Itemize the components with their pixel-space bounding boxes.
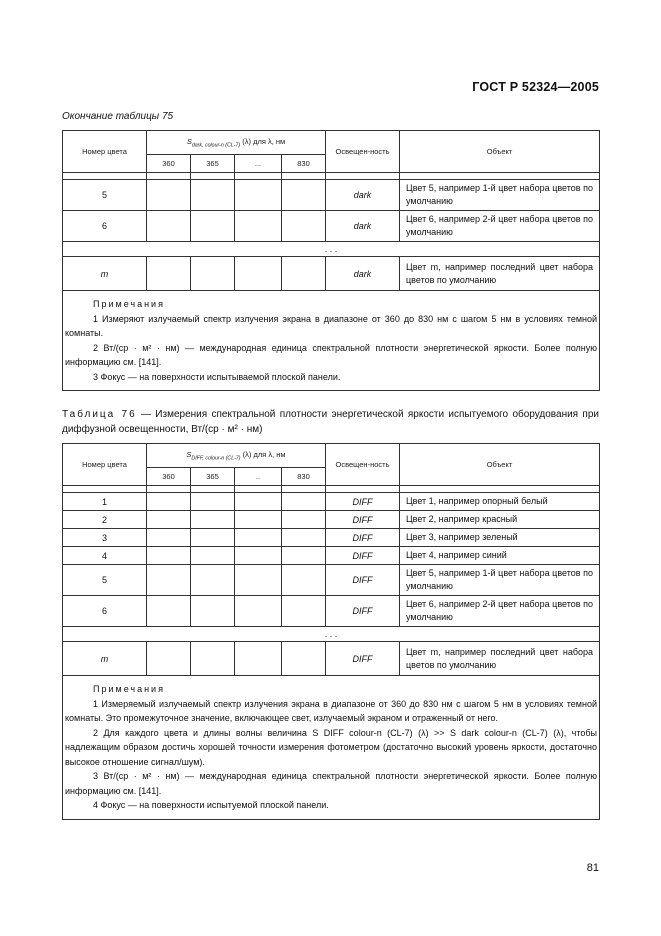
row-illumination: dark xyxy=(326,180,400,211)
row-ellipsis: . . . xyxy=(63,627,600,642)
row-object: Цвет m, например последний цвет набора цветов по умолчанию xyxy=(400,257,600,291)
notes-title: Примечания xyxy=(93,684,165,694)
row-object: Цвет 5, например 1-й цвет набора цветов по умолчанию xyxy=(400,565,600,596)
notes-title: Примечания xyxy=(93,299,165,309)
standard-designation: ГОСТ Р 52324—2005 xyxy=(472,80,599,94)
header-number: Номер цвета xyxy=(63,444,147,486)
row-illumination: DIFF xyxy=(326,511,400,529)
row-number: 6 xyxy=(63,596,147,627)
table75 xyxy=(62,130,600,391)
table-row xyxy=(63,547,600,565)
table-row xyxy=(63,565,600,596)
row-number: m xyxy=(63,257,147,291)
wavelength-830: 830 xyxy=(282,155,326,173)
row-number: 3 xyxy=(63,529,147,547)
wavelength-ellipsis: ... xyxy=(235,155,282,173)
row-object: Цвет m, например последний цвет набора цветов по умолчанию xyxy=(400,642,600,676)
row-object: Цвет 5, например 1-й цвет набора цветов по умолчанию xyxy=(400,180,600,211)
row-number: 5 xyxy=(63,565,147,596)
wavelength-365: 365 xyxy=(191,468,235,486)
row-object: Цвет 4, например синий xyxy=(400,547,600,565)
s-symbol: S xyxy=(186,136,192,146)
row-number: 6 xyxy=(63,211,147,242)
header-illumination: Освещен-ность xyxy=(326,131,400,173)
s-symbol: S xyxy=(186,449,192,459)
table76-notes xyxy=(63,676,600,820)
header-spectral xyxy=(147,131,326,155)
table76 xyxy=(62,443,600,820)
table75-caption: Окончание таблицы 75 xyxy=(62,111,174,122)
row-object: Цвет 1, например опорный белый xyxy=(400,493,600,511)
table76-title: — Измерения спектральной плотности энергетической яркости испытуемого оборудования при диффузной освещенности, Вт/(ср · м² · нм) xyxy=(62,409,599,435)
row-illumination: DIFF xyxy=(326,642,400,676)
header-number: Номер цвета xyxy=(63,131,147,173)
row-number: m xyxy=(63,642,147,676)
table-row xyxy=(63,529,600,547)
row-illumination: DIFF xyxy=(326,547,400,565)
note-item: 4 Фокус — на поверхности испытуемой плоской панели. xyxy=(93,800,329,810)
row-object: Цвет 6, например 2-й цвет набора цветов по умолчанию xyxy=(400,211,600,242)
row-object: Цвет 2, например красный xyxy=(400,511,600,529)
header-object: Объект xyxy=(400,444,600,486)
wavelength-360: 360 xyxy=(147,468,191,486)
row-object: Цвет 3, например зеленый xyxy=(400,529,600,547)
table75-notes xyxy=(63,291,600,391)
header-object: Объект xyxy=(400,131,600,173)
row-number: 5 xyxy=(63,180,147,211)
note-item: 1 Измеряют излучаемый спектр излучения экрана в диапазоне от 360 до 830 нм с шагом 5 нм в условиях темной комнаты. xyxy=(65,313,598,338)
table-row xyxy=(63,257,600,291)
table-row xyxy=(63,596,600,627)
s-subscript: DIFF, colour-n (CL-7) xyxy=(191,455,241,462)
table-row xyxy=(63,493,600,511)
row-number: 2 xyxy=(63,511,147,529)
row-illumination: DIFF xyxy=(326,565,400,596)
wavelength-ellipsis: .. xyxy=(235,468,282,486)
row-illumination: DIFF xyxy=(326,493,400,511)
note-item: 2 Вт/(ср · м² · нм) — международная единица спектральной плотности энергетической яркости. Более полную информацию см. [141]. xyxy=(65,342,598,367)
row-illumination: dark xyxy=(326,257,400,291)
table-row xyxy=(63,511,600,529)
table-row xyxy=(63,642,600,676)
wavelength-830: 830 xyxy=(282,468,326,486)
row-illumination: dark xyxy=(326,211,400,242)
header-spectral xyxy=(147,444,326,468)
note-item: 1 Измеряемый излучаемый спектр излучения экрана в диапазоне от 360 до 830 нм с шагом 5 нм в условиях темной комнаты. Это промежуточное значение, включающее свет, излучаемый экраном и отраженный от него. xyxy=(65,698,597,723)
row-number: 1 xyxy=(63,493,147,511)
note-item: 3 Фокус — на поверхности испытываемой плоской панели. xyxy=(93,371,341,382)
table76-caption xyxy=(62,408,599,437)
wavelength-360: 360 xyxy=(147,155,191,173)
row-illumination: DIFF xyxy=(326,596,400,627)
row-ellipsis: . . . xyxy=(63,242,600,257)
wavelength-365: 365 xyxy=(191,155,235,173)
note-item: 3 Вт/(ср · м² · нм) — международная единица спектральной плотности энергетической яркости. Более полную информацию см. [141]. xyxy=(65,771,597,796)
note-item: 2 Для каждого цвета и длины волны величина S DIFF colour-n (CL-7) (λ) >> S dark colour-n (CL-7) (λ), чтобы надлежащим образом достичь хорошей точности измерения фотометром (достаточно высокий уровень яркости, достаточно высокое отношение сигнал/шум). xyxy=(65,727,597,767)
row-number: 4 xyxy=(63,547,147,565)
page-number: 81 xyxy=(586,862,599,874)
table-row xyxy=(63,211,600,242)
row-illumination: DIFF xyxy=(326,529,400,547)
table-row xyxy=(63,180,600,211)
s-subscript: dark, colour-n (CL-7) xyxy=(191,142,241,149)
s-suffix: (λ) для λ, нм xyxy=(242,449,286,459)
s-suffix: (λ) для λ, нм xyxy=(242,136,286,146)
table76-label: Таблица 76 xyxy=(62,409,137,420)
row-object: Цвет 6, например 2-й цвет набора цветов по умолчанию xyxy=(400,596,600,627)
header-illumination: Освещен-ность xyxy=(326,444,400,486)
